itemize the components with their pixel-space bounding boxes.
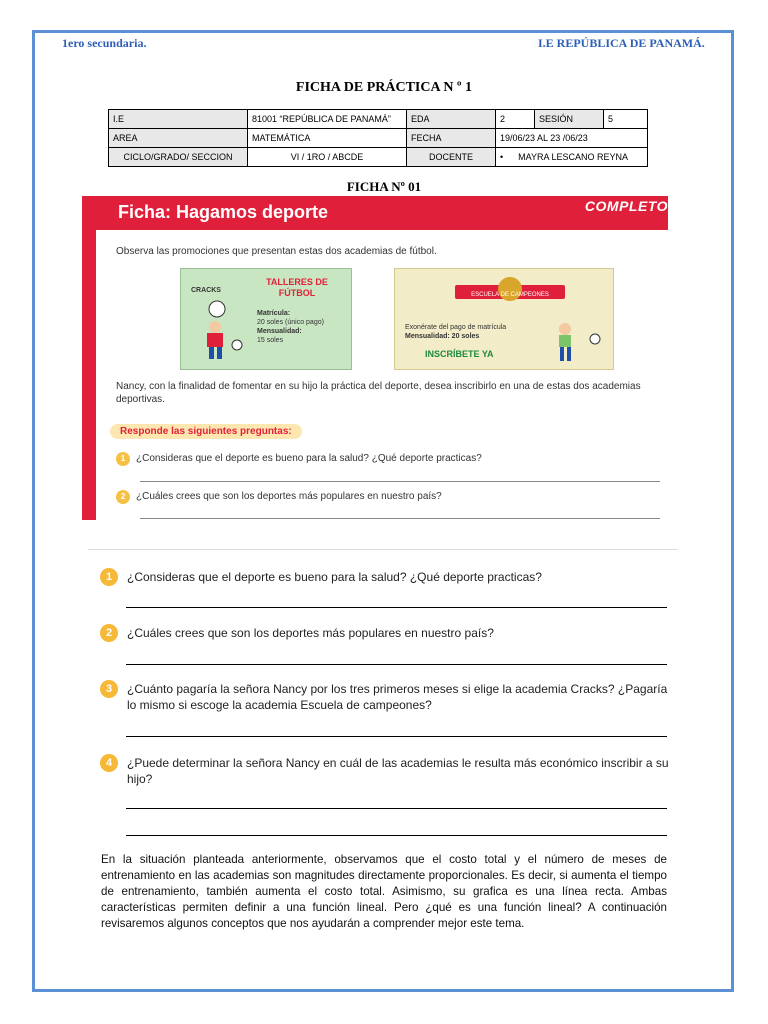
card-header-bar	[82, 196, 668, 230]
promo1-details	[257, 309, 324, 345]
ficha-title: FICHA Nº 01	[346, 179, 422, 194]
soccer-player-icon	[189, 283, 245, 363]
question-4	[100, 754, 680, 790]
answer-line[interactable]	[126, 808, 667, 809]
question-number-badge: 3	[100, 680, 118, 698]
cell-area-label: AREA	[109, 129, 248, 148]
divider	[88, 549, 678, 550]
promo2-l2: Mensualidad: 20 soles	[405, 333, 480, 340]
explanation-paragraph: En la situación planteada anteriormente, observamos que el costo total y el número de meses de entrenamiento en las academias son magnitudes directamente proporcionales. Es decir, si aumenta el tiempo de entrenamiento, también aumenta el costo total. Asimismo, su grafica es una línea recta. Ambas características permiten definir a una función lineal. Pero ¿qué es una función lineal? A continuación revisaremos algunos conceptos que nos ayudarán a comprender mejor este tema.	[101, 853, 667, 930]
number-badge-icon: 1	[116, 452, 130, 466]
card-answer-line	[140, 481, 660, 482]
promo1-l1: Matrícula:	[257, 310, 291, 317]
cell-ciclo-label: CICLO/GRADO/ SECCION	[109, 148, 248, 167]
promo1-l4: 15 soles	[257, 337, 284, 344]
cell-docente-label: DOCENTE	[407, 148, 496, 167]
card-intro: Observa las promociones que presentan estas dos academias de fútbol.	[116, 246, 437, 257]
cell-eda-label: EDA	[407, 110, 496, 129]
kid-kicking-icon	[545, 319, 609, 367]
promo-escuela	[394, 268, 614, 370]
number-badge-icon: 2	[116, 490, 130, 504]
header-school: I.E REPÚBLICA DE PANAMÁ.	[538, 36, 705, 50]
card-question-2	[116, 490, 442, 504]
respond-banner: Responde las siguientes preguntas:	[110, 424, 302, 439]
question-2	[100, 624, 680, 644]
cell-fecha-label: FECHA	[407, 129, 496, 148]
question-number-badge: 4	[100, 754, 118, 772]
question-text: ¿Cuánto pagaría la señora Nancy por los tres primeros meses si elige la academia Cracks? ¿Pagaría lo mismo si escoge la academia Escuela de campeones?	[127, 682, 668, 712]
promo1-l2: 20 soles (único pago)	[257, 319, 324, 326]
question-text: ¿Puede determinar la señora Nancy en cuál de las academias le resulta más económico inscribir a su hijo?	[127, 756, 669, 786]
promo2-cta: INSCRÍBETE YA	[425, 349, 494, 359]
question-text: ¿Consideras que el deporte es bueno para la salud? ¿Qué deporte practicas?	[127, 570, 542, 584]
answer-line[interactable]	[126, 607, 667, 608]
embedded-worksheet-image	[82, 196, 668, 520]
answer-line[interactable]	[126, 664, 667, 665]
cell-eda-value: 2	[496, 110, 535, 129]
answer-line[interactable]	[126, 835, 667, 836]
promo-cracks	[180, 268, 352, 370]
publisher-logo: COMPLETO	[584, 198, 668, 214]
card-q1-text: ¿Consideras que el deporte es bueno para la salud? ¿Qué deporte practicas?	[136, 453, 482, 464]
page-title: FICHA DE PRÁCTICA N º 1	[295, 80, 473, 95]
card-left-bar	[82, 230, 96, 520]
card-q2-text: ¿Cuáles crees que son los deportes más populares en nuestro país?	[136, 491, 442, 502]
question-3	[100, 680, 680, 716]
question-1	[100, 568, 680, 588]
cell-sesion-label: SESIÓN	[535, 110, 604, 129]
header-grade: 1ero secundaria.	[62, 36, 147, 50]
trophy-banner-icon	[455, 275, 565, 305]
cell-area-value: MATEMÁTICA	[248, 129, 407, 148]
cell-docente-value	[496, 148, 648, 167]
promo1-l3: Mensualidad:	[257, 328, 302, 335]
card-answer-line	[140, 518, 660, 519]
bullet-icon: •	[500, 152, 519, 162]
info-table	[108, 109, 648, 167]
card-situation: Nancy, con la finalidad de fomentar en su hijo la práctica del deporte, desea inscribirlo en una de estas dos academias deportivas.	[116, 381, 641, 405]
cell-ciclo-value: VI / 1RO / ABCDE	[248, 148, 407, 167]
cell-ie-value: 81001 “REPÚBLICA DE PANAMÁ”	[248, 110, 407, 129]
question-number-badge: 2	[100, 624, 118, 642]
promo1-title: TALLERES DE FÚTBOL	[266, 277, 328, 298]
promo2-details	[405, 323, 506, 341]
card-title: Ficha: Hagamos deporte	[118, 202, 329, 222]
promo2-l1: Exonérate del pago de matrícula	[405, 324, 507, 331]
question-text: ¿Cuáles crees que son los deportes más populares en nuestro país?	[127, 626, 494, 640]
card-question-1	[116, 452, 482, 466]
cell-ie-label: I.E	[109, 110, 248, 129]
escuela-brand: ESCUELA DE CAMPEONES	[471, 292, 549, 298]
answer-line[interactable]	[126, 736, 667, 737]
cell-fecha-value: 19/06/23 AL 23 /06/23	[496, 129, 648, 148]
question-number-badge: 1	[100, 568, 118, 586]
cell-sesion-value: 5	[604, 110, 648, 129]
cracks-brand: CRACKS	[191, 287, 221, 294]
docente-name: MAYRA LESCANO REYNA	[518, 152, 629, 162]
